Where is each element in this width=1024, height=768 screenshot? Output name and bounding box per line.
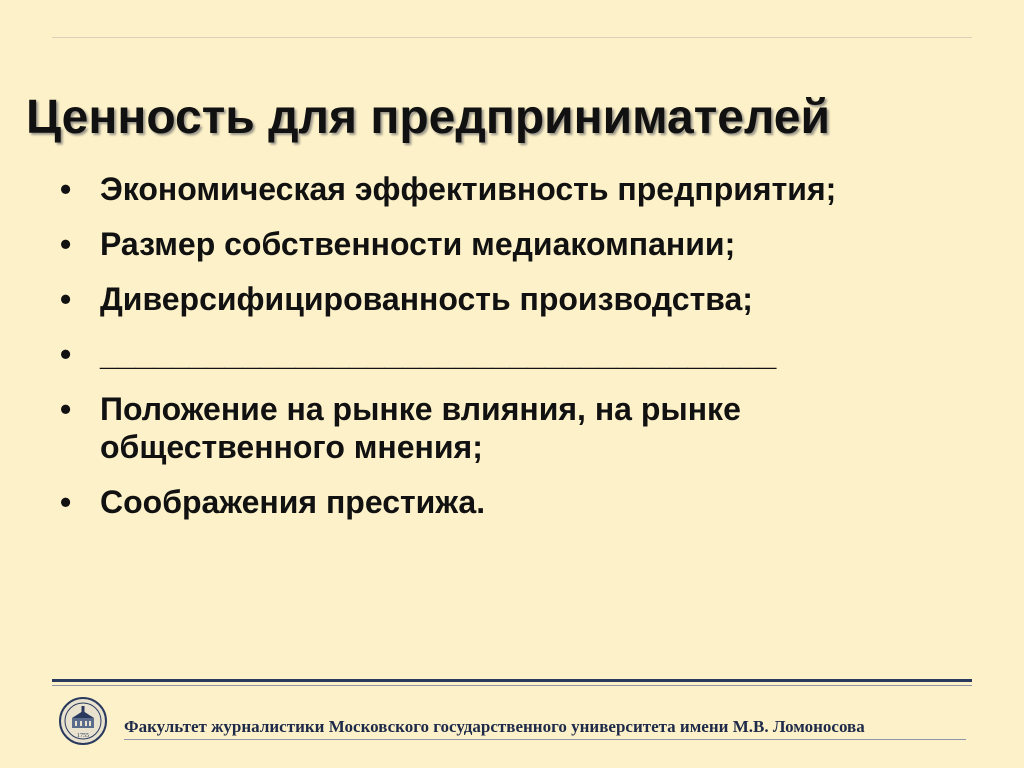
footer-divider-thin: [52, 685, 972, 686]
list-item: [60, 335, 960, 373]
list-item: [60, 280, 960, 318]
bullet-text: Положение на рынке влияния, на рынке общественного мнения;: [100, 391, 741, 465]
bullet-text: Экономическая эффективность предприятия;: [100, 171, 837, 207]
list-item: [60, 390, 960, 466]
list-item: [60, 170, 960, 208]
bullet-text: Диверсифицированность производства;: [100, 281, 753, 317]
footer-faculty-text: Факультет журналистики Московского государственного университета имени М.В. Ломоносова: [124, 717, 865, 736]
footer-underline: [124, 739, 966, 740]
slide-title: Ценность для предпринимателей: [26, 91, 830, 144]
bullet-icon: •: [60, 336, 72, 372]
list-item: [60, 225, 960, 263]
bullet-icon: •: [60, 171, 72, 207]
bullet-text: Размер собственности медиакомпании;: [100, 226, 736, 262]
bullet-icon: •: [60, 484, 72, 520]
msu-seal-icon: [58, 696, 108, 746]
bullet-icon: •: [60, 391, 72, 427]
bullet-text: Соображения престижа.: [100, 484, 486, 520]
bullet-list: [60, 170, 960, 538]
bullet-icon: •: [60, 281, 72, 317]
bullet-icon: •: [60, 226, 72, 262]
list-item: [60, 483, 960, 521]
logo-year: 1755: [77, 733, 89, 739]
top-divider: [52, 37, 972, 38]
blank-line: ______________________________________: [100, 336, 777, 372]
footer-divider: [52, 679, 972, 682]
